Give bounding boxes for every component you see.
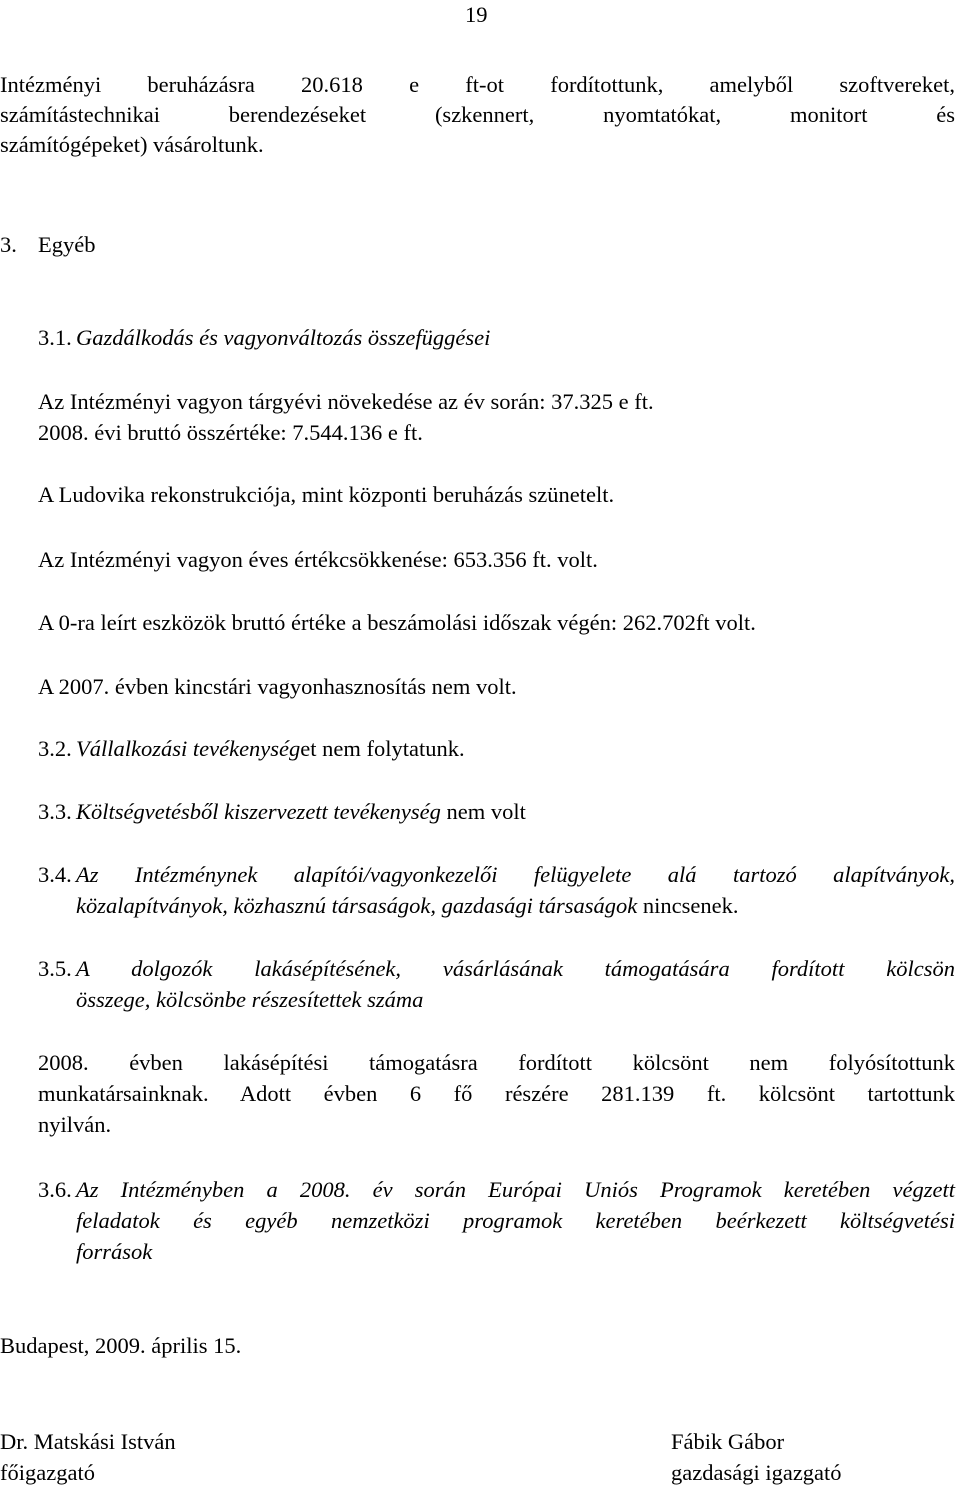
text-line: 2008. évben lakásépítési támogatásra fordított kölcsönt nem folyósítottunk	[38, 1050, 955, 1075]
text-line: A 0-ra leírt eszközök bruttó értéke a beszámolási időszak végén: 262.702ft volt.	[38, 610, 756, 635]
section-text	[76, 734, 465, 764]
text-line: 2008. évi bruttó összértéke: 7.544.136 e ft.	[38, 420, 423, 445]
section-number: 3.3.	[38, 799, 72, 824]
intro-line: Intézményi beruházásra 20.618 e ft-ot fordítottunk, amelyből szoftvereket,	[0, 72, 955, 97]
section-title: Gazdálkodás és vagyonváltozás összefüggései	[76, 325, 491, 350]
text-line: Az Intézményi vagyon tárgyévi növekedése az év során: 37.325 e ft.	[38, 389, 654, 414]
section-title-line: összege, kölcsönbe részesítettek száma	[76, 987, 424, 1012]
section-title-italic: közalapítványok, közhasznú társaságok, gazdasági társaságok	[76, 893, 638, 918]
section-title-line: Az Intézményben a 2008. év során Európai Uniós Programok keretében végzett	[76, 1177, 955, 1202]
text-line: munkatársainknak. Adott évben 6 fő részére 281.139 ft. kölcsönt tartottunk	[38, 1081, 955, 1106]
signatory-name: Dr. Matskási István	[0, 1429, 176, 1454]
section-number: 3.1.	[38, 325, 72, 350]
section-number: 3.	[0, 232, 17, 257]
text-line: Az Intézményi vagyon éves értékcsökkenése: 653.356 ft. volt.	[38, 547, 598, 572]
signatory-name: Fábik Gábor	[671, 1429, 785, 1454]
text-line: A Ludovika rekonstrukciója, mint központi beruházás szünetelt.	[38, 482, 615, 507]
signatory-role: főigazgató	[0, 1460, 95, 1485]
section-title-rest: et nem folytatunk.	[300, 736, 465, 761]
signatory-role: gazdasági igazgató	[671, 1460, 842, 1485]
text-line: A 2007. évben kincstári vagyonhasznosítás nem volt.	[38, 674, 517, 699]
section-title-line: A dolgozók lakásépítésének, vásárlásának támogatására fordított kölcsön	[76, 956, 955, 981]
section-title-line: források	[76, 1239, 153, 1264]
intro-line: számítógépeket) vásároltunk.	[0, 132, 264, 157]
section-title-line	[76, 891, 738, 921]
text-line: nyilván.	[38, 1112, 112, 1137]
page-number: 19	[465, 2, 488, 27]
section-title-line: Az Intézménynek alapítói/vagyonkezelői felügyelete alá tartozó alapítványok,	[76, 862, 955, 887]
section-number: 3.5.	[38, 956, 72, 981]
section-number: 3.2.	[38, 736, 72, 761]
section-title-rest: nem volt	[440, 799, 526, 824]
place-date: Budapest, 2009. április 15.	[0, 1333, 242, 1358]
section-title-italic: Vállalkozási tevékenység	[76, 736, 301, 761]
section-title-italic: Költségvetésből kiszervezett tevékenység	[76, 799, 441, 824]
section-number: 3.6.	[38, 1177, 72, 1202]
section-number: 3.4.	[38, 862, 72, 887]
section-title-line: feladatok és egyéb nemzetközi programok keretében beérkezett költségvetési	[76, 1208, 955, 1233]
section-title-rest: nincsenek.	[637, 893, 739, 918]
section-title: Egyéb	[38, 232, 96, 257]
section-text	[76, 797, 526, 827]
intro-line: számítástechnikai berendezéseket (szkennert, nyomtatókat, monitort és	[0, 102, 955, 127]
